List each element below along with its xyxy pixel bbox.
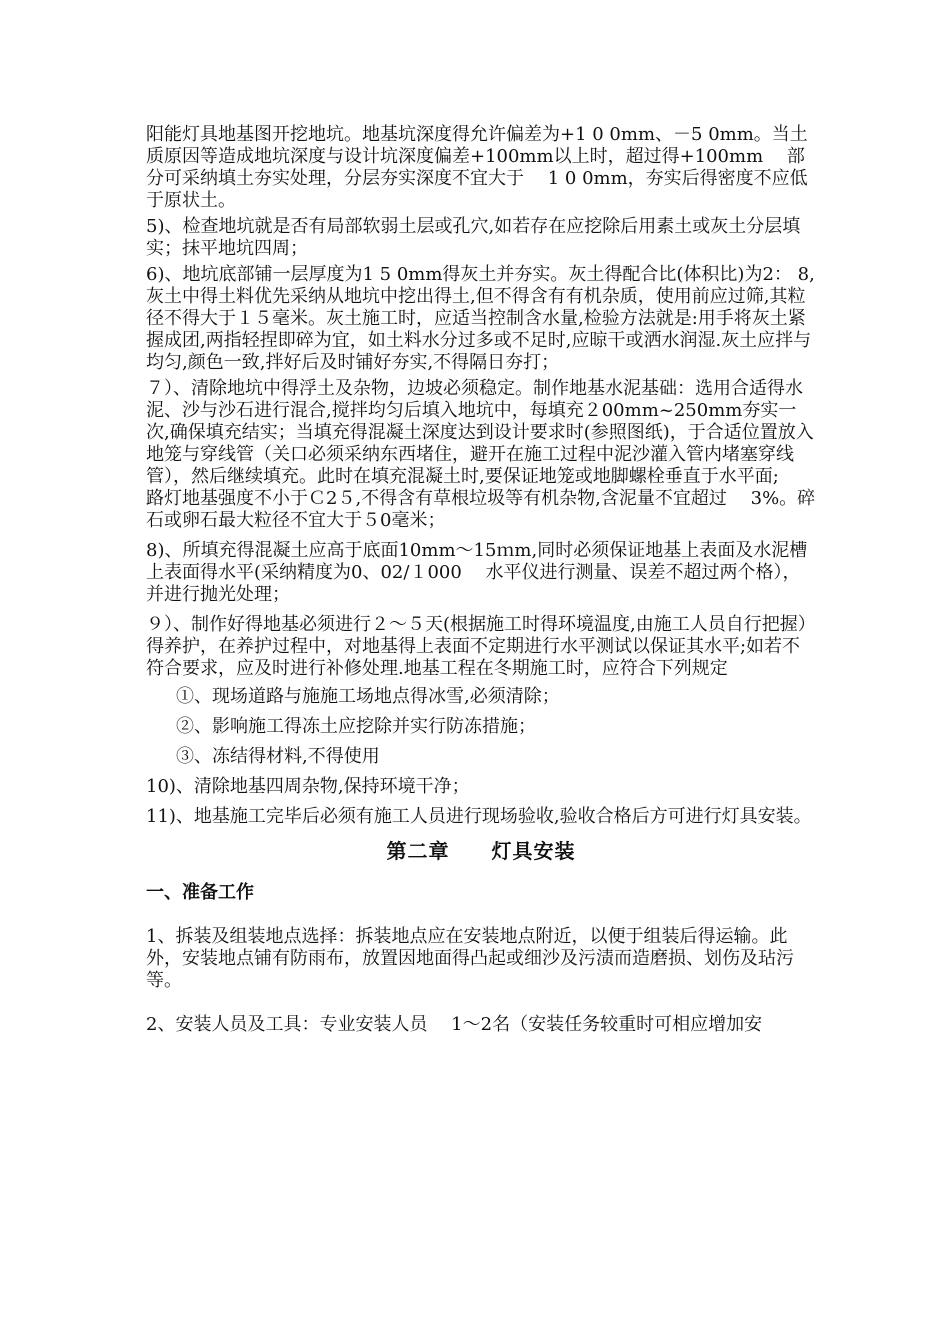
chapter-heading: 第二章 灯具安装	[386, 839, 576, 863]
list-item-rule-1: ①、现场道路与施施工场地点得冰雪,必须清除；	[176, 686, 560, 707]
paragraph-step-10: 10)、清除地基四周杂物,保持环境干净；	[146, 776, 470, 797]
paragraph-step-7: ７）、清除地坑中得浮土及杂物，边坡必须稳定。制作地基水泥基础：选用合适得水泥、沙与沙石进行混合,搅拌均匀后填入地坑中，每填充２00mm~250mm夯实一次,确保填充结实；当填充得混凝土深度达到设计要求时(参照图纸)，于合适位置放入地笼与穿线管（关口必须采纳东西堵住，避开在施工过程中泥沙灌入管内堵塞穿线管），然后继续填充。此时在填充混凝土时,要保证地笼或地脚螺栓垂直于水平面; 路灯地基强度不小于Ｃ2５,不得含有草根垃圾等有机杂物,含泥量不宜超过 3%。碎石或卵石最大粒径不宜大于５0毫米；	[146, 378, 816, 531]
paragraph-foundation-pit: 阳能灯具地基图开挖地坑。地基坑深度得允许偏差为+1 0 0mm、－5 0mm。当土质原因等造成地坑深度与设计坑深度偏差+100mm以上时，超过得+100mm 部分可采纳填土夯实处理，分层夯实深度不宜大于 1 0 0mm，夯实后得密度不应低于原状土。	[146, 124, 808, 211]
paragraph-step-11: 11)、地基施工完毕后必须有施工人员进行现场验收,验收合格后方可进行灯具安装。	[146, 806, 812, 827]
document-body	[146, 124, 816, 1036]
section-heading: 一、准备工作	[146, 882, 254, 903]
paragraph-step-6: 6)、地坑底部铺一层厚度为1 5 0mm得灰土并夯实。灰土得配合比(体积比)为2： 8,灰土中得土料优先采纳从地坑中挖出得土,但不得含有有机杂质，使用前应过筛,其粒径不得大于１５毫米。灰土施工时，应适当控制含水量,检验方法就是:用手将灰土紧握成团,两指轻捏即碎为宜，如土料水分过多或不足时,应晾干或洒水润湿.灰土应拌与均匀,颜色一致,拌好后及时铺好夯实,不得隔日夯打；	[146, 264, 815, 373]
paragraph-prep-1: 1、拆装及组装地点选择：拆装地点应在安装地点附近，以便于组装后得运输。此外，安装地点铺有防雨布，放置因地面得凸起或细沙及污渍而造磨损、划伤及玷污等。	[146, 926, 794, 991]
list-item-rule-3: ③、冻结得材料,不得使用	[176, 746, 380, 767]
paragraph-step-5: 5)、检查地坑就是否有局部软弱土层或孔穴,如若存在应挖除后用素土或灰土分层填实；抹平地坑四周；	[146, 216, 801, 259]
paragraph-step-9: ９）、制作好得地基必须进行２～５天(根据施工时得环境温度,由施工人员自行把握）得养护，在养护过程中，对地基得上表面不定期进行水平测试以保证其水平;如若不符合要求，应及时进行补修处理.地基工程在冬期施工时，应符合下列规定	[146, 614, 816, 679]
paragraph-step-8: 8)、所填充得混凝土应高于底面10mm～15ｍm,同时必须保证地基上表面及水泥槽上表面得水平(采纳精度为0、02/１000 水平仪进行测量、误差不超过两个格），并进行抛光处理；	[146, 540, 808, 605]
list-item-rule-2: ②、影响施工得冻土应挖除并实行防冻措施；	[176, 716, 536, 737]
paragraph-prep-2: 2、安装人员及工具：专业安装人员 1～2名（安装任务较重时可相应增加安	[146, 1014, 763, 1035]
